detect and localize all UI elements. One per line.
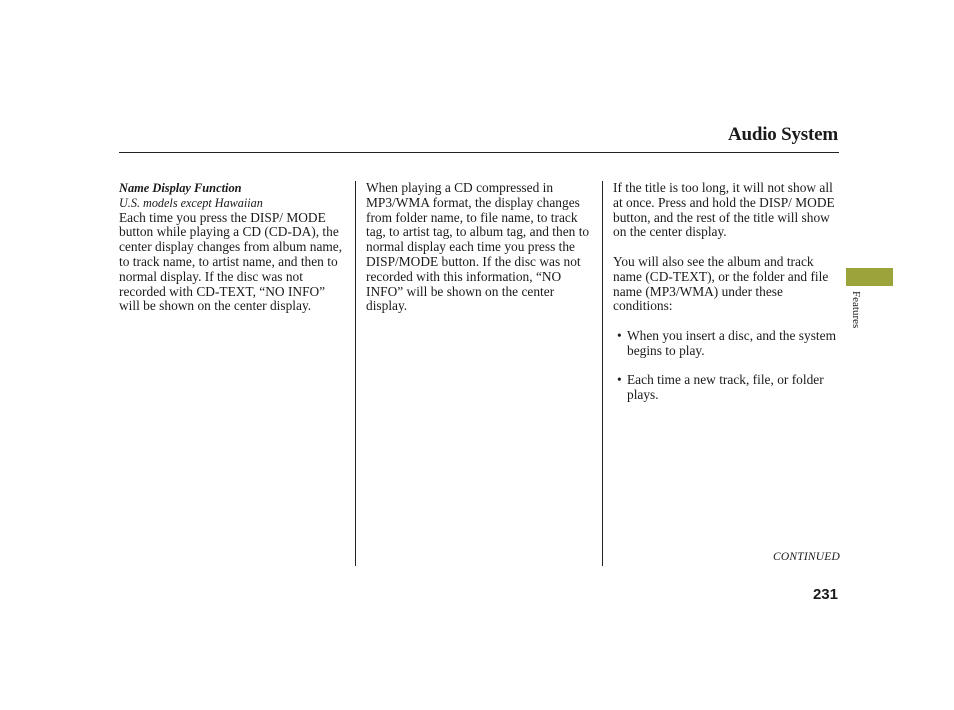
column-3-paragraph: You will also see the album and track name (CD-TEXT), or the folder and file name (MP3/WMA) under these conditions: (613, 253, 829, 314)
column-1 (119, 181, 347, 314)
list-item (613, 329, 841, 359)
column-3 (613, 181, 841, 403)
column-divider (602, 181, 603, 566)
continued-label: CONTINUED (773, 551, 840, 563)
section-tab (846, 268, 893, 286)
section-heading: Name Display Function (119, 181, 242, 195)
list-item-text: When you insert a disc, and the system begins to play. (627, 327, 836, 358)
column-divider (355, 181, 356, 566)
page-title: Audio System (727, 124, 838, 145)
column-1-body: Each time you press the DISP/ MODE button while playing a CD (CD-DA), the center display changes from album name, to track name, to artist name, and then to normal display. If the disc was not recorded with CD-TEXT, “NO INFO” will be shown on the center display. (119, 209, 343, 314)
page-number: 231 (812, 586, 838, 603)
column-2 (366, 181, 592, 314)
header-rule (119, 152, 839, 153)
bullet-icon: • (617, 327, 622, 343)
section-tab-label: Features (850, 291, 862, 329)
column-3-paragraph: If the title is too long, it will not show all at once. Press and hold the DISP/ MODE button, and the rest of the title will show on the center display. (613, 180, 835, 240)
list-item (613, 373, 841, 403)
column-2-body: When playing a CD compressed in MP3/WMA format, the display changes from folder name, to file name, to track tag, to artist tag, to album tag, and then to normal display each time you press the DISP/MODE button. If the disc was not recorded with this information, “NO INFO” will be shown on the center display. (366, 180, 590, 314)
list-item-text: Each time a new track, file, or folder plays. (627, 372, 824, 403)
bullet-icon: • (617, 372, 622, 388)
model-note: U.S. models except Hawaiian (119, 195, 263, 210)
